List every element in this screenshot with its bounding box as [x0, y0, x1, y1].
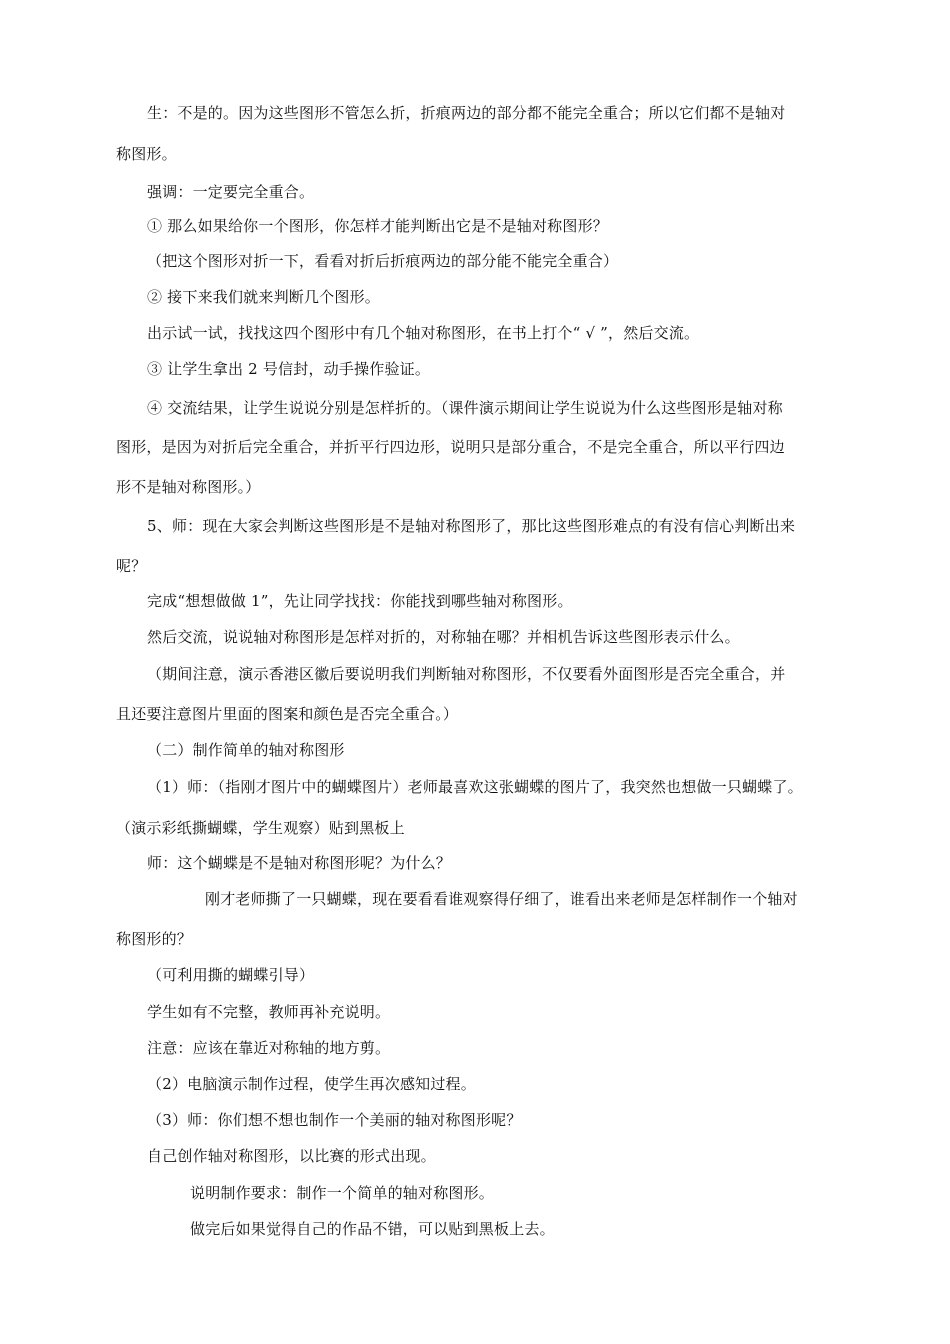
paragraph-line: 强调：一定要完全重合。	[147, 183, 315, 201]
paragraph-line: 称图形。	[116, 145, 177, 163]
paragraph-line: 生：不是的。因为这些图形不管怎么折，折痕两边的部分都不能完全重合；所以它们都不是轴对	[147, 104, 786, 122]
paragraph-line: （1）师：（指刚才图片中的蝴蝶图片）老师最喜欢这张蝴蝶的图片了，我突然也想做一只蝴蝶了。	[147, 778, 803, 796]
paragraph-line: 做完后如果觉得自己的作品不错，可以贴到黑板上去。	[190, 1220, 555, 1238]
paragraph-line: （期间注意，演示香港区徽后要说明我们判断轴对称图形，不仅要看外面图形是否完全重合，并	[147, 665, 786, 683]
paragraph-line: ② 接下来我们就来判断几个图形。	[147, 288, 380, 306]
paragraph-line: （把这个图形对折一下，看看对折后折痕两边的部分能不能完全重合）	[147, 252, 619, 270]
paragraph-line: 称图形的？	[116, 930, 193, 948]
paragraph-line: （可利用撕的蝴蝶引导）	[147, 966, 315, 984]
paragraph-line: 完成“想想做做 1”，先让同学找找：你能找到哪些轴对称图形。	[147, 592, 573, 610]
paragraph-line: ④ 交流结果，让学生说说分别是怎样折的。（课件演示期间让学生说说为什么这些图形是轴对称	[147, 399, 783, 417]
paragraph-line: ③ 让学生拿出 2 号信封，动手操作验证。	[147, 360, 431, 378]
paragraph-line: 说明制作要求：制作一个简单的轴对称图形。	[190, 1184, 495, 1202]
paragraph-line: （演示彩纸撕蝴蝶，学生观察）贴到黑板上	[116, 819, 405, 837]
paragraph-line: 形不是轴对称图形。）	[116, 478, 261, 496]
paragraph-line: 师：这个蝴蝶是不是轴对称图形呢？为什么？	[147, 854, 452, 872]
paragraph-line: 自己创作轴对称图形，以比赛的形式出现。	[147, 1147, 436, 1165]
paragraph-line: （2）电脑演示制作过程，使学生再次感知过程。	[147, 1075, 476, 1093]
paragraph-line: 学生如有不完整，教师再补充说明。	[147, 1003, 391, 1021]
paragraph-line: 5、师：现在大家会判断这些图形是不是轴对称图形了，那比这些图形难点的有没有信心判断出来	[147, 517, 796, 535]
section-heading: （二）制作简单的轴对称图形	[147, 741, 345, 759]
paragraph-line: 出示试一试，找找这四个图形中有几个轴对称图形，在书上打个“ √ ”，然后交流。	[147, 324, 700, 342]
paragraph-line: 且还要注意图片里面的图案和颜色是否完全重合。）	[116, 705, 459, 723]
paragraph-line: 图形，是因为对折后完全重合，并折平行四边形，说明只是部分重合，不是完全重合，所以平行四边	[116, 438, 785, 456]
paragraph-line: ① 那么如果给你一个图形，你怎样才能判断出它是不是轴对称图形？	[147, 217, 608, 235]
paragraph-line: 然后交流，说说轴对称图形是怎样对折的，对称轴在哪？并相机告诉这些图形表示什么。	[147, 628, 740, 646]
paragraph-line: 注意：应该在靠近对称轴的地方剪。	[147, 1039, 391, 1057]
paragraph-line: （3）师：你们想不想也制作一个美丽的轴对称图形呢？	[147, 1111, 522, 1129]
paragraph-line: 刚才老师撕了一只蝴蝶，现在要看看谁观察得仔细了，谁看出来老师是怎样制作一个轴对	[205, 890, 798, 908]
paragraph-line: 呢？	[116, 557, 147, 575]
